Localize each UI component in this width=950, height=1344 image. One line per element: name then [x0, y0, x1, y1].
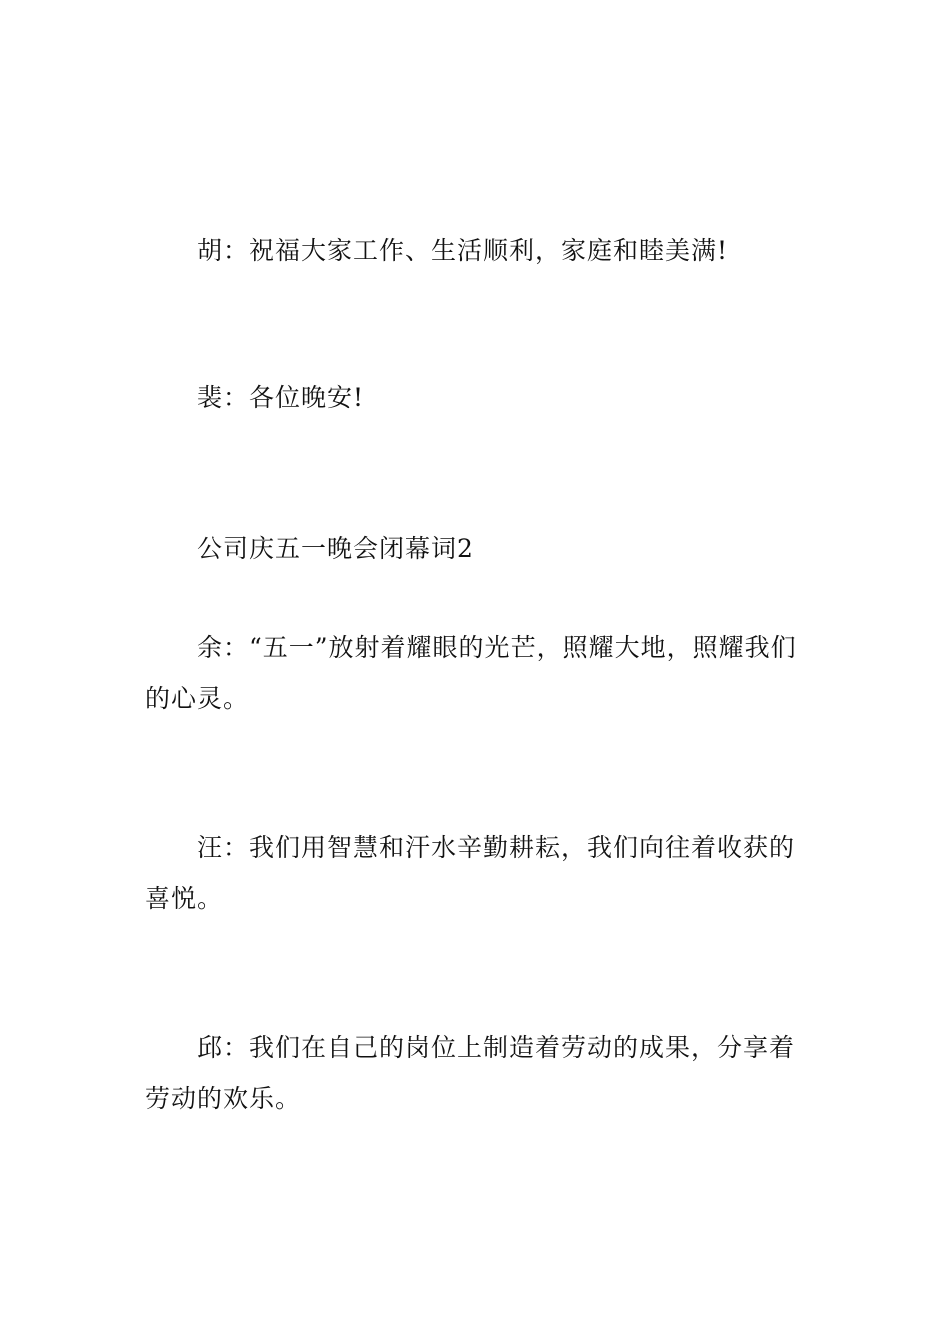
paragraph-hu-blessing: 胡：祝福大家工作、生活顺利，家庭和睦美满! — [197, 236, 729, 265]
paragraph-pei-goodnight: 裴：各位晚安! — [197, 383, 365, 412]
paragraph-yu-may-day: 余：“五一”放射着耀眼的光芒，照耀大地，照耀我们的心灵。 — [145, 633, 797, 713]
paragraph-wang-wisdom: 汪：我们用智慧和汗水辛勤耕耘，我们向往着收获的喜悦。 — [145, 833, 796, 913]
section-heading: 公司庆五一晚会闭幕词2 — [197, 534, 474, 563]
paragraph-qiu-labor: 邱：我们在自己的岗位上制造着劳动的成果，分享着劳动的欢乐。 — [145, 1033, 796, 1113]
